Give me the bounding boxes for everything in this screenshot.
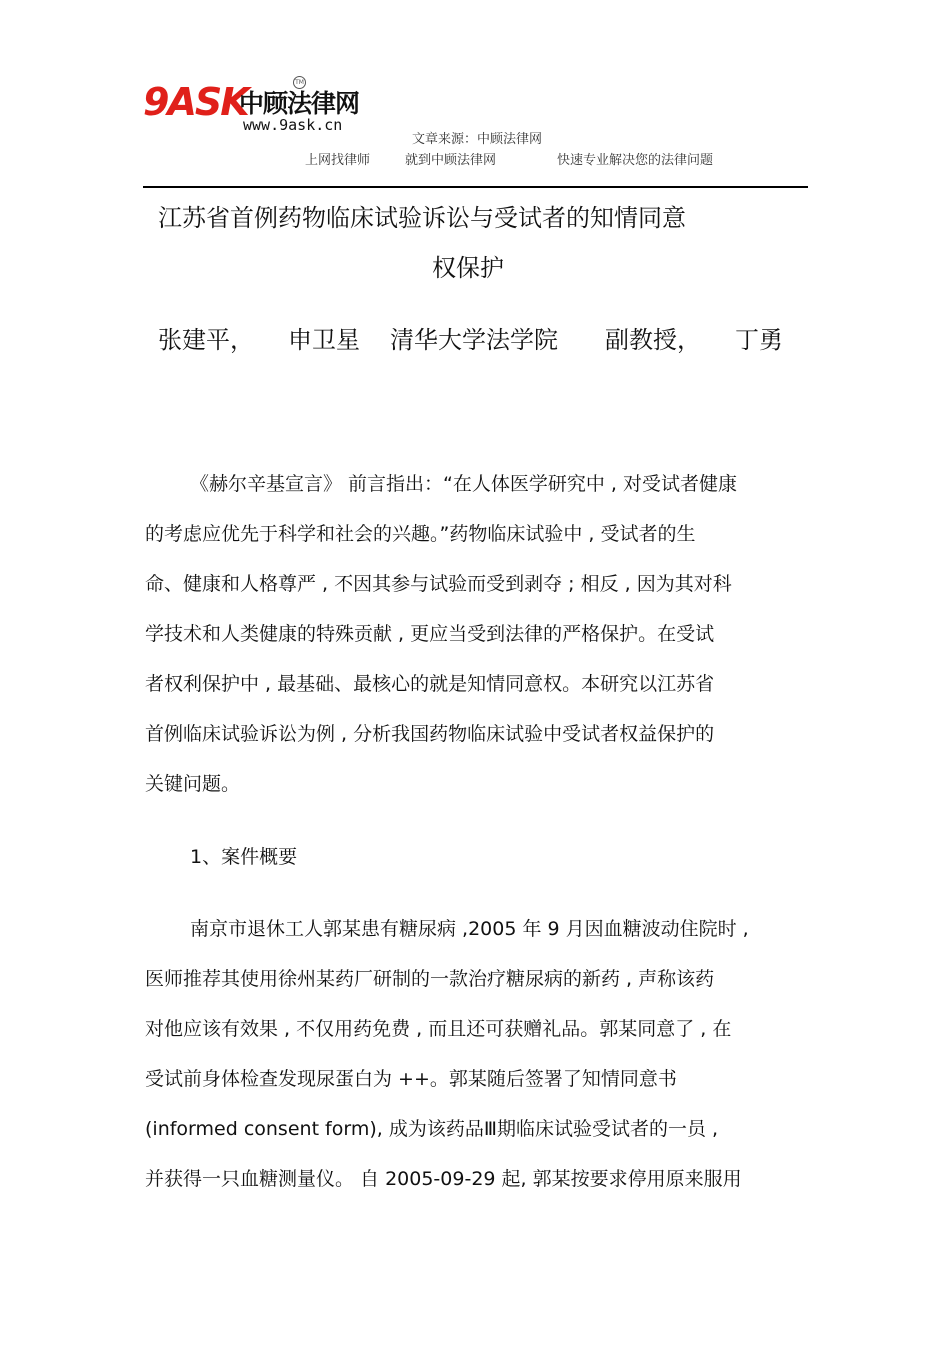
body-line: 医师推荐其使用徐州某药厂研制的一款治疗糖尿病的新药 , 声称该药 bbox=[145, 968, 715, 990]
site-logo[interactable] bbox=[143, 78, 388, 136]
body-line: 南京市退休工人郭某患有糖尿病 ,2005 年 9 月因血糖波动住院时 , bbox=[190, 918, 749, 940]
body-line: 《赫尔辛基宣言》 前言指出：“在人体医学研究中 , 对受试者健康 bbox=[190, 473, 738, 495]
logo-name: 中顾法律网 bbox=[239, 89, 360, 118]
trademark-icon: TM bbox=[293, 76, 306, 89]
body-line: 者权利保护中 , 最基础、最核心的就是知情同意权。本研究以江苏省 bbox=[145, 673, 715, 695]
body-line: 首例临床试验诉讼为例 , 分析我国药物临床试验中受试者权益保护的 bbox=[145, 723, 715, 745]
article-source: 文章来源：中顾法律网 bbox=[412, 132, 543, 147]
logo-url: www.9ask.cn bbox=[243, 116, 343, 134]
body-line: 受试前身体检查发现尿蛋白为 ++。郭某随后签署了知情同意书 bbox=[145, 1068, 677, 1090]
body-line: 的考虑应优先于科学和社会的兴趣。”药物临床试验中 , 受试者的生 bbox=[145, 523, 696, 545]
author-1: 张建平， bbox=[158, 326, 254, 354]
author-affiliation: 清华大学法学院 bbox=[390, 326, 558, 354]
author-2: 申卫星 bbox=[288, 326, 360, 354]
nav-slogan[interactable]: 快速专业解决您的法律问题 bbox=[557, 153, 714, 168]
nav-find-lawyer[interactable]: 上网找律师 bbox=[305, 153, 371, 168]
body-line: 命、健康和人格尊严 , 不因其参与试验而受到剥夺 ; 相反 , 因为其对科 bbox=[145, 573, 732, 595]
header-divider bbox=[143, 186, 808, 188]
section-heading: 1、案件概要 bbox=[190, 846, 298, 868]
author-title: 副教授， bbox=[605, 326, 701, 354]
body-line: (informed consent form), 成为该药品Ⅲ期临床试验受试者的一员 , bbox=[145, 1118, 719, 1140]
body-line: 学技术和人类健康的特殊贡献 , 更应当受到法律的严格保护。在受试 bbox=[145, 623, 715, 645]
body-line: 关键问题。 bbox=[145, 773, 241, 795]
logo-brand: 9ASK bbox=[143, 80, 248, 124]
body-line: 并获得一只血糖测量仪。 自 2005-09-29 起, 郭某按要求停用原来服用 bbox=[145, 1168, 742, 1190]
nav-site-link[interactable]: 就到中顾法律网 bbox=[405, 153, 497, 168]
author-3: 丁勇 bbox=[735, 326, 783, 354]
body-line: 对他应该有效果 , 不仅用药免费 , 而且还可获赠礼品。郭某同意了 , 在 bbox=[145, 1018, 732, 1040]
article-title-line-1: 江苏省首例药物临床试验诉讼与受试者的知情同意 bbox=[158, 204, 686, 232]
article-title-line-2: 权保护 bbox=[432, 254, 504, 282]
